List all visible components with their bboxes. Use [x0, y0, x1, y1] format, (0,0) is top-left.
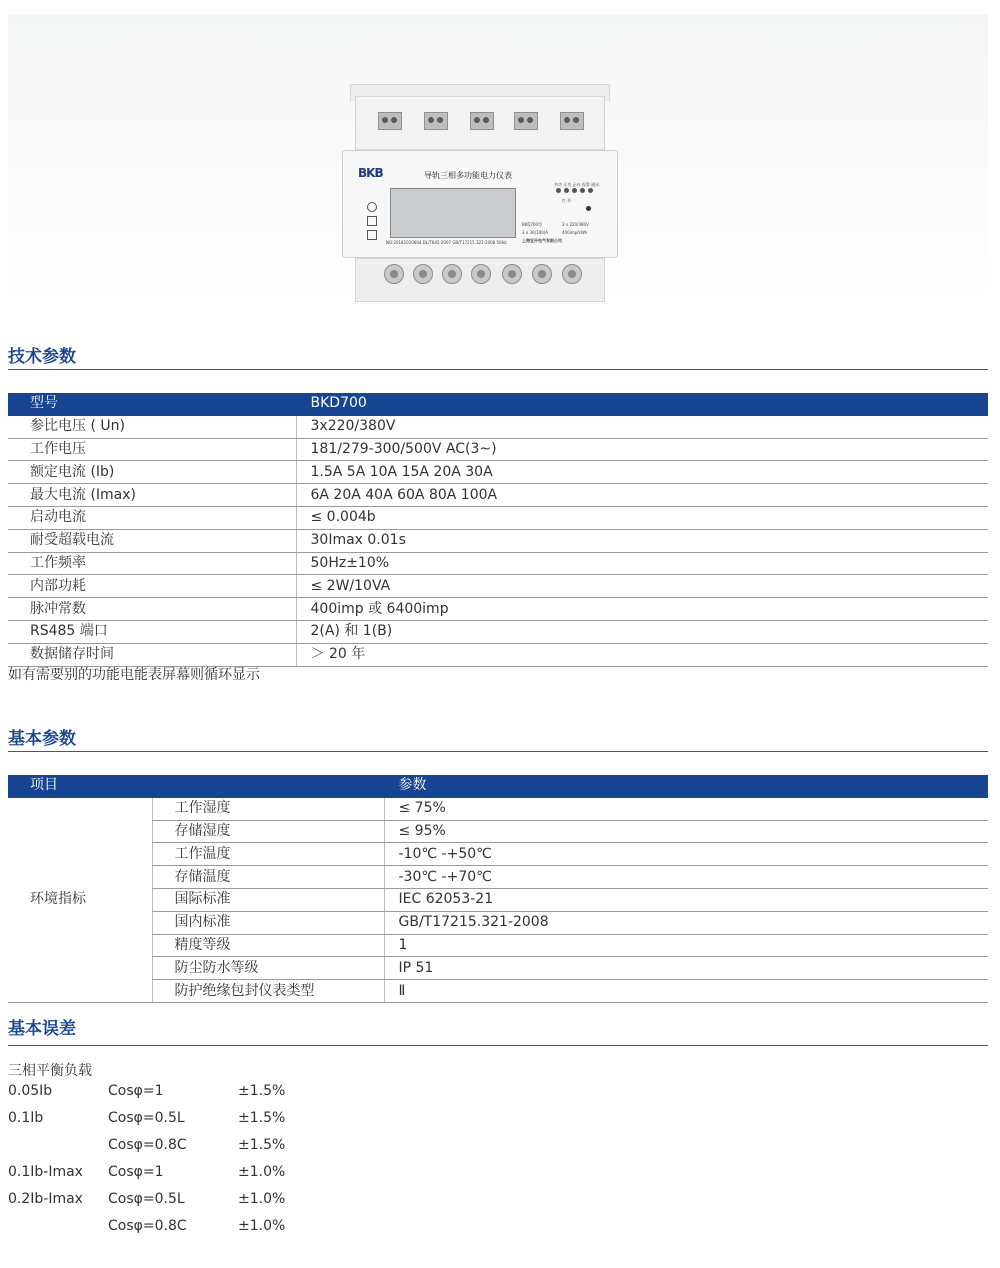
- table-row: [8, 620, 988, 643]
- param-value: GB/T17215.321-2008: [384, 911, 988, 934]
- param-name: 参比电压 ( Un): [8, 415, 296, 438]
- param-value: ≤ 0.004b: [296, 506, 988, 529]
- param-name: 数据储存时间: [8, 643, 296, 666]
- led-labels: 有功 无功 正向 报警 通讯: [554, 182, 600, 187]
- brand-logo: BKB: [358, 166, 383, 180]
- param-name: 工作频率: [8, 552, 296, 575]
- table-row: [8, 575, 988, 598]
- error-value: ±1.5%: [238, 1083, 286, 1099]
- error-cos-phi: Cosφ=1: [108, 1164, 164, 1180]
- param-name: 脉冲常数: [8, 598, 296, 621]
- table-row: [8, 843, 988, 866]
- param-value: ≤ 75%: [384, 797, 988, 820]
- param-value: 400imp 或 6400imp: [296, 598, 988, 621]
- divider: [8, 1045, 988, 1046]
- model-label: BKD700型: [522, 222, 543, 227]
- error-load: 0.05Ib: [8, 1083, 53, 1099]
- table-row: [8, 484, 988, 507]
- table-row: [8, 415, 988, 438]
- param-name: 最大电流 (Imax): [8, 484, 296, 507]
- header-model-label: 型号: [8, 393, 296, 415]
- error-value: ±1.0%: [238, 1164, 286, 1180]
- param-value: 181/279-300/500V AC(3~): [296, 438, 988, 461]
- screw-icon: [502, 264, 522, 284]
- terminal-icon: [378, 112, 402, 130]
- header-model-value: BKD700: [296, 393, 988, 415]
- display-note: 如有需要别的功能电能表屏幕则循环显示: [8, 667, 260, 683]
- param-name: 国内标准: [152, 911, 384, 934]
- ir-label: 红 外: [562, 198, 572, 203]
- led-indicator-icon: [588, 188, 593, 193]
- param-value: ＞ 20 年: [296, 643, 988, 666]
- table-row: [8, 529, 988, 552]
- terminal-icon: [560, 112, 584, 130]
- header-param: 参数: [384, 775, 988, 797]
- error-cos-phi: Cosφ=1: [108, 1083, 164, 1099]
- param-value: -30℃ -+70℃: [384, 866, 988, 889]
- table-row: [8, 934, 988, 957]
- table-row: [8, 888, 988, 911]
- divider: [8, 369, 988, 370]
- screw-icon: [562, 264, 582, 284]
- terminal-icon: [424, 112, 448, 130]
- table-row: [8, 643, 988, 666]
- header-item: 项目: [8, 775, 384, 797]
- param-value: ≤ 2W/10VA: [296, 575, 988, 598]
- table-row: [8, 980, 988, 1003]
- param-name: 防尘防水等级: [152, 957, 384, 980]
- error-subtitle: 三相平衡负载: [8, 1063, 92, 1079]
- param-name: 内部功耗: [8, 575, 296, 598]
- screw-icon: [532, 264, 552, 284]
- company-label: 上海宝开电气有限公司: [522, 238, 562, 243]
- ir-port-icon: [586, 206, 591, 211]
- param-value: -10℃ -+50℃: [384, 843, 988, 866]
- param-value: IEC 62053-21: [384, 888, 988, 911]
- error-value: ±1.0%: [238, 1191, 286, 1207]
- table-row: [8, 438, 988, 461]
- error-value: ±1.5%: [238, 1110, 286, 1126]
- param-value: 2(A) 和 1(B): [296, 620, 988, 643]
- param-name: 工作温度: [152, 843, 384, 866]
- table-row: [8, 957, 988, 980]
- led-indicator-icon: [564, 188, 569, 193]
- param-value: 3x220/380V: [296, 415, 988, 438]
- terminal-icon: [470, 112, 494, 130]
- param-name: 额定电流 (Ib): [8, 461, 296, 484]
- param-name: 工作电压: [8, 438, 296, 461]
- param-value: 1: [384, 934, 988, 957]
- table-row: [8, 461, 988, 484]
- error-load: 0.1Ib: [8, 1110, 44, 1126]
- tech-section-title: 技术参数: [8, 347, 76, 367]
- error-load: 0.2Ib-Imax: [8, 1191, 83, 1207]
- basic-params-table: [8, 775, 988, 1003]
- table-row: [8, 866, 988, 889]
- error-load: 0.1Ib-Imax: [8, 1164, 83, 1180]
- error-value: ±1.5%: [238, 1137, 286, 1153]
- standards-label: NO:20181010604 DL/T645-2007 GB/T17215.321-2008 50Hz: [386, 240, 507, 245]
- divider: [8, 751, 988, 752]
- group-label: 环境指标: [8, 797, 152, 1002]
- screw-icon: [471, 264, 491, 284]
- param-value: 1.5A 5A 10A 15A 20A 30A: [296, 461, 988, 484]
- param-name: 国际标准: [152, 888, 384, 911]
- table-row: [8, 820, 988, 843]
- screw-icon: [384, 264, 404, 284]
- param-value: IP 51: [384, 957, 988, 980]
- param-value: 50Hz±10%: [296, 552, 988, 575]
- param-name: 精度等级: [152, 934, 384, 957]
- table-row: [8, 911, 988, 934]
- terminal-icon: [514, 112, 538, 130]
- tech-params-table: [8, 393, 988, 667]
- table-row: [8, 506, 988, 529]
- screw-icon: [413, 264, 433, 284]
- meter-symbol-icon: [367, 202, 377, 212]
- error-cos-phi: Cosφ=0.8C: [108, 1218, 187, 1234]
- pulse-label: 400imp/kWh: [562, 230, 588, 235]
- param-value: 30Imax 0.01s: [296, 529, 988, 552]
- param-value: Ⅱ: [384, 980, 988, 1003]
- param-name: RS485 端口: [8, 620, 296, 643]
- param-value: ≤ 95%: [384, 820, 988, 843]
- error-cos-phi: Cosφ=0.5L: [108, 1110, 185, 1126]
- voltage-label: 3 x 220/380V: [562, 222, 589, 227]
- basic-section-title: 基本参数: [8, 729, 76, 749]
- param-value: 6A 20A 40A 60A 80A 100A: [296, 484, 988, 507]
- meter-symbol-icon: [367, 230, 377, 240]
- screw-icon: [442, 264, 462, 284]
- param-name: 防护绝缘包封仪表类型: [152, 980, 384, 1003]
- lcd-display: [390, 188, 516, 238]
- error-section-title: 基本误差: [8, 1019, 76, 1039]
- error-cos-phi: Cosφ=0.5L: [108, 1191, 185, 1207]
- param-name: 存储温度: [152, 866, 384, 889]
- error-value: ±1.0%: [238, 1218, 286, 1234]
- power-meter-image: [350, 84, 608, 300]
- error-cos-phi: Cosφ=0.8C: [108, 1137, 187, 1153]
- led-indicator-icon: [572, 188, 577, 193]
- table-header-row: [8, 393, 988, 415]
- table-header-row: [8, 775, 988, 797]
- table-row: [8, 598, 988, 621]
- meter-name: 导轨三相多功能电力仪表: [424, 171, 512, 180]
- param-name: 存储湿度: [152, 820, 384, 843]
- param-name: 启动电流: [8, 506, 296, 529]
- current-label: 3 x 30(100)A: [522, 230, 549, 235]
- param-name: 工作湿度: [152, 797, 384, 820]
- param-name: 耐受超载电流: [8, 529, 296, 552]
- table-row: [8, 797, 988, 820]
- led-indicator-icon: [580, 188, 585, 193]
- meter-symbol-icon: [367, 216, 377, 226]
- table-row: [8, 552, 988, 575]
- led-indicator-icon: [556, 188, 561, 193]
